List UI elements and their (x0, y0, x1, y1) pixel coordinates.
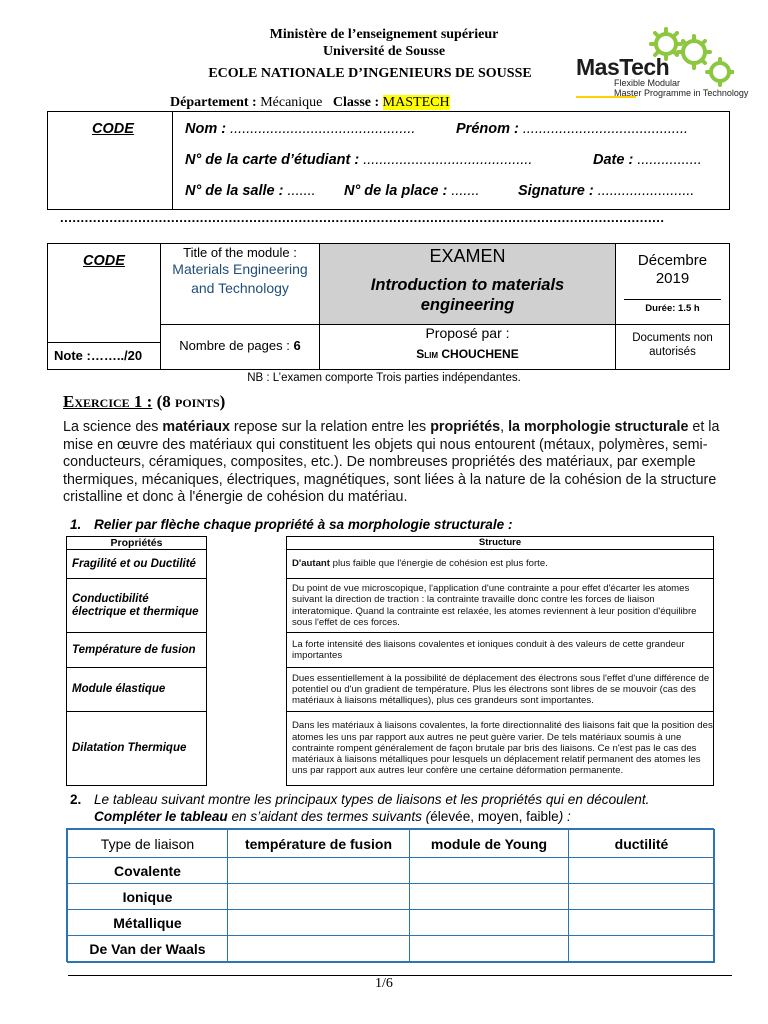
mastech-logo (574, 22, 749, 102)
note-field[interactable]: Note :……../20 (54, 348, 143, 363)
answer-cell[interactable] (568, 909, 715, 936)
answer-cell[interactable] (568, 935, 715, 963)
answer-cell[interactable] (227, 883, 410, 910)
bonds-header-type: Type de liaison (67, 829, 228, 858)
exercise-intro: La science des matériaux repose sur la relation entre les propriétés, la morphologie structurale et la mise en œuvre des matériaux qui constituent les objets qui nous entourent (métaux, polymères, semi-conducteurs, céramiques, composites, etc.). De nombreuses propriétés des matériaux, par exemple thermiques, mécaniques, électriques, magnétiques, sont liées à la nature de la cohésion de la structure cristalline et donc à l'énergie de cohésion du matériau. (63, 419, 720, 506)
class-value: MASTECH (382, 95, 450, 110)
seat-field[interactable]: N° de la place : ....... (344, 183, 480, 199)
bond-type-row-label: De Van der Waals (67, 935, 228, 963)
exam-year: 2019 (655, 270, 690, 287)
exercise-label: Exercice 1 : (63, 392, 153, 411)
bonds-header-ductility: ductilité (568, 829, 715, 858)
structure-cell: Du point de vue microscopique, l'application d'une contrainte a pour effet d'écarter les atomes suivant la direction de traction : la contrainte travaille donc contre les forces de liaison interatomique. Quand la contrainte est relaxée, les atomes reviennent à leur position d'équilibre sous l'effet de ces forces. (286, 578, 714, 633)
date-cell (615, 243, 730, 325)
logo-subtitle-line2: Master Programme in Technology (614, 88, 749, 98)
property-cell: Conductibilité électrique et thermique (66, 578, 207, 633)
answer-cell[interactable] (409, 883, 569, 910)
student-card-field[interactable]: N° de la carte d’étudiant : .......................................... (185, 152, 533, 168)
structure-cell: Dans les matériaux à liaisons covalentes, la forte directionnalité des liaisons fait que la position des atomes les uns par rapport aux autres ne peut guère varier. De tels matériaux soumis à une contrainte rompent généralement de façon brutale par bris des liaisons. Ce n'est pas le cas des matériaux à liaisons métalliques pour lesquels un déplacement relatif permanent des atomes les uns par rapport aux autres leur confère une certaine déformation permanente. (286, 711, 714, 786)
exercise-points: (8 points) (156, 392, 226, 411)
property-cell: Module élastique (66, 667, 207, 712)
exercise-title (63, 392, 225, 412)
answer-cell[interactable] (227, 909, 410, 936)
code-label: CODE (92, 121, 134, 137)
bond-types-table (66, 828, 714, 962)
bond-type-row-label: Métallique (67, 909, 228, 936)
properties-structure-table (66, 536, 714, 786)
bonds-header-young: module de Young (409, 829, 569, 858)
bond-type-row-label: Ionique (67, 883, 228, 910)
pages-cell (160, 324, 320, 370)
page-number: 1/6 (375, 976, 393, 991)
answer-cell[interactable] (409, 935, 569, 963)
exam-info-table (47, 243, 730, 370)
answer-cell[interactable] (568, 883, 715, 910)
ministry-name: Ministère de l’enseignement supérieur (269, 27, 499, 42)
question-1-number: 1. (70, 517, 82, 532)
course-title: Introduction to materials engineering (370, 276, 565, 314)
exam-duration: Durée: 1.5 h (645, 303, 700, 314)
logo-subtitle (614, 78, 748, 98)
exam-title-cell (319, 243, 616, 325)
bonds-header-melting: température de fusion (227, 829, 410, 858)
question-2-instruction: Compléter le tableau en s’aidant des termes suivants (élevée, moyen, faible) : (94, 809, 571, 824)
question-2-number: 2. (70, 792, 82, 807)
question-1-text: Relier par flèche chaque propriété à sa morphologie structurale : (94, 517, 513, 532)
logo-name: MasTech (576, 54, 670, 80)
bond-type-row-label: Covalente (67, 857, 228, 884)
property-cell: Dilatation Thermique (66, 711, 207, 786)
school-name: ECOLE NATIONALE D’INGENIEURS DE SOUSSE (208, 66, 532, 81)
module-label: Title of the module : (183, 245, 297, 260)
author-cell (319, 324, 616, 370)
nom-field[interactable]: Nom : .............................................. (185, 121, 416, 137)
nb-note: NB : L’examen comporte Trois parties indépendantes. (247, 372, 521, 384)
exam-heading: EXAMEN (429, 246, 506, 266)
room-field[interactable]: N° de la salle : ....... (185, 183, 316, 199)
property-cell: Température de fusion (66, 632, 207, 668)
module-cell (160, 243, 320, 325)
prenom-field[interactable]: Prénom : ......................................... (456, 121, 689, 137)
class-label: Classe : (332, 95, 380, 110)
structure-cell: D'autant plus faible que l'énergie de cohésion est plus forte. (286, 549, 714, 579)
answer-cell[interactable] (409, 909, 569, 936)
logo-subtitle-line1: Flexible Modular (614, 78, 681, 88)
department-value: Mécanique (260, 95, 323, 110)
student-info-box (47, 111, 730, 210)
exam-code-cell (47, 243, 161, 370)
pages-line: Nombre de pages : 6 (179, 338, 301, 353)
separator-dots: ................................................................................................................................................... (60, 210, 665, 224)
question-2-text: Le tableau suivant montre les principaux types de liaisons et les propriétés qui en découlent. (94, 792, 650, 807)
structure-cell: La forte intensité des liaisons covalentes et ioniques conduit à des valeurs de cette grandeur importantes (286, 632, 714, 668)
header-structure: Structure (286, 536, 714, 550)
author-name: Slim CHOUCHENE (416, 347, 519, 361)
documents-note: Documents non autorisés (632, 332, 713, 358)
department-label: Département : (170, 95, 257, 110)
module-name: Materials Engineering and Technology (172, 261, 308, 296)
signature-field[interactable]: Signature : ........................ (518, 183, 695, 199)
property-cell: Fragilité et ou Ductilité (66, 549, 207, 579)
university-name: Université de Sousse (322, 44, 446, 59)
answer-cell[interactable] (227, 935, 410, 963)
answer-cell[interactable] (409, 857, 569, 884)
answer-cell[interactable] (568, 857, 715, 884)
structure-cell: Dues essentiellement à la possibilité de déplacement des électrons sous l'effet d'une différence de potentiel ou d'un gradient de température. Plus les électrons sont libres de se mouvoir (cas des matériaux à liaisons métalliques), plus ces grandeurs sont importantes. (286, 667, 714, 712)
documents-cell (615, 324, 730, 370)
answer-cell[interactable] (227, 857, 410, 884)
exam-month: Décembre (637, 252, 708, 269)
date-field[interactable]: Date : ................ (593, 152, 702, 168)
header-properties: Propriétés (66, 536, 207, 550)
department-line (170, 95, 590, 111)
exam-code: CODE (83, 253, 125, 269)
proposed-by-label: Proposé par : (425, 325, 510, 341)
